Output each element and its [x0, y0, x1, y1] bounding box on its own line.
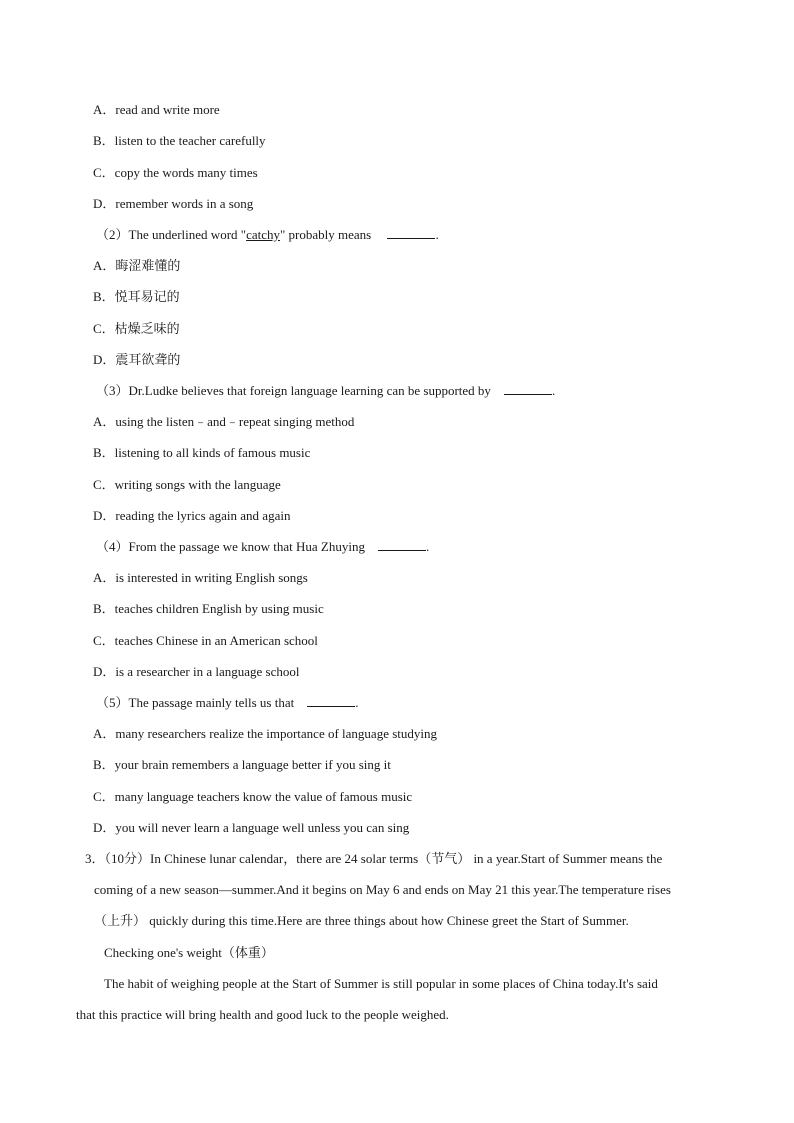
question-4 — [96, 539, 429, 555]
paragraph-line-1: The habit of weighing people at the Start of Summer is still popular in some places of China today.It's said — [104, 976, 658, 991]
underlined-word: catchy — [246, 227, 280, 242]
question-5-end: . — [355, 695, 359, 710]
q1-option-a: A．read and write more — [93, 102, 220, 117]
q5-option-b: B．your brain remembers a language better if you sing it — [93, 757, 391, 772]
section-3-intro-line-2: coming of a new season—summer.And it begins on May 6 and ends on May 21 this year.The temperature rises — [94, 882, 671, 897]
q1-option-b: B．listen to the teacher carefully — [93, 133, 266, 148]
section-3-intro-line-3: （上升） quickly during this time.Here are three things about how Chinese greet the Start of Summer. — [94, 913, 629, 928]
q5-option-a: A．many researchers realize the importance of language studying — [93, 726, 437, 741]
question-3-text: （3）Dr.Ludke believes that foreign language learning can be supported by — [96, 383, 491, 398]
paragraph-line-2: that this practice will bring health and good luck to the people weighed. — [76, 1007, 449, 1022]
q2-option-a: A．晦涩难懂的 — [93, 258, 181, 273]
question-3 — [96, 383, 555, 399]
question-2-prefix: （2）The underlined word " — [96, 227, 247, 242]
answer-blank — [387, 227, 435, 239]
answer-blank — [378, 539, 426, 551]
question-2-end: . — [435, 227, 439, 242]
q5-option-c: C．many language teachers know the value of famous music — [93, 789, 413, 804]
question-2 — [96, 227, 439, 243]
q4-option-a: A．is interested in writing English songs — [93, 570, 308, 585]
section-heading: Checking one's weight（体重） — [104, 945, 274, 960]
q2-option-d: D．震耳欲聋的 — [93, 352, 181, 367]
question-2-suffix: " probably means — [280, 227, 372, 242]
q3-option-d: D．reading the lyrics again and again — [93, 508, 291, 523]
q4-option-b: B．teaches children English by using music — [93, 601, 324, 616]
question-5-text: （5）The passage mainly tells us that — [96, 695, 295, 710]
q3-option-c: C．writing songs with the language — [93, 477, 281, 492]
q5-option-d: D．you will never learn a language well unless you can sing — [93, 820, 410, 835]
answer-blank — [307, 695, 355, 707]
q4-option-d: D．is a researcher in a language school — [93, 664, 300, 679]
q1-option-c: C．copy the words many times — [93, 165, 258, 180]
answer-blank — [504, 383, 552, 395]
q4-option-c: C．teaches Chinese in an American school — [93, 633, 318, 648]
q3-option-a: A．using the listen﹣and﹣repeat singing method — [93, 414, 355, 429]
question-4-text: （4）From the passage we know that Hua Zhuying — [96, 539, 365, 554]
section-3-intro-line-1: 3．（10分）In Chinese lunar calendar，there are 24 solar terms（节气） in a year.Start of Summer means the — [85, 851, 663, 866]
q2-option-b: B．悦耳易记的 — [93, 289, 180, 304]
q3-option-b: B．listening to all kinds of famous music — [93, 445, 311, 460]
q1-option-d: D．remember words in a song — [93, 196, 254, 211]
q2-option-c: C．枯燥乏味的 — [93, 321, 180, 336]
question-4-end: . — [425, 539, 430, 554]
question-3-end: . — [551, 383, 556, 398]
question-5 — [96, 695, 358, 711]
